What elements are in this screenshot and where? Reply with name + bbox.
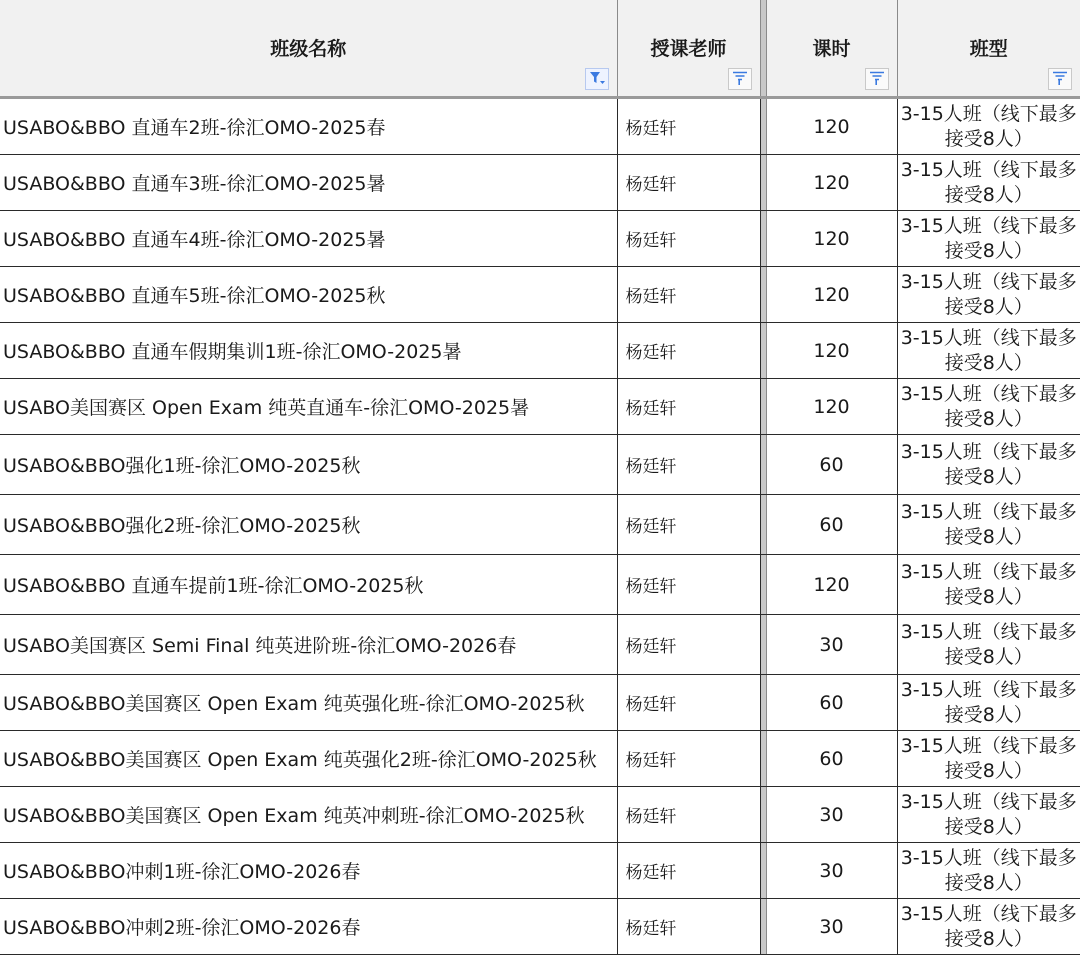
cell-class-name[interactable]: USABO&BBO 直通车3班-徐汇OMO-2025暑 [0, 155, 617, 211]
cell-hours[interactable]: 120 [766, 155, 897, 211]
cell-hours[interactable]: 30 [766, 899, 897, 955]
cell-teacher[interactable]: 杨廷轩 [617, 495, 760, 555]
cell-class-type[interactable]: 3-15人班（线下最多接受8人） [897, 731, 1080, 787]
cell-class-type[interactable]: 3-15人班（线下最多接受8人） [897, 675, 1080, 731]
table-row[interactable] [0, 495, 1080, 555]
cell-hours[interactable]: 30 [766, 787, 897, 843]
cell-hours[interactable]: 120 [766, 211, 897, 267]
header-row [0, 0, 1080, 98]
cell-class-name[interactable]: USABO&BBO 直通车假期集训1班-徐汇OMO-2025暑 [0, 323, 617, 379]
cell-class-type[interactable]: 3-15人班（线下最多接受8人） [897, 211, 1080, 267]
cell-teacher[interactable]: 杨廷轩 [617, 615, 760, 675]
cell-hours[interactable]: 60 [766, 731, 897, 787]
header-label: 授课老师 [618, 0, 760, 61]
cell-teacher[interactable]: 杨廷轩 [617, 379, 760, 435]
cell-teacher[interactable]: 杨廷轩 [617, 675, 760, 731]
cell-teacher[interactable]: 杨廷轩 [617, 435, 760, 495]
column-header-hours[interactable] [766, 0, 897, 98]
table-row[interactable] [0, 323, 1080, 379]
cell-teacher[interactable]: 杨廷轩 [617, 555, 760, 615]
cell-hours[interactable]: 60 [766, 435, 897, 495]
cell-class-type[interactable]: 3-15人班（线下最多接受8人） [897, 155, 1080, 211]
cell-teacher[interactable]: 杨廷轩 [617, 211, 760, 267]
cell-teacher[interactable]: 杨廷轩 [617, 155, 760, 211]
cell-class-name[interactable]: USABO&BBO强化2班-徐汇OMO-2025秋 [0, 495, 617, 555]
cell-class-type[interactable]: 3-15人班（线下最多接受8人） [897, 379, 1080, 435]
cell-teacher[interactable]: 杨廷轩 [617, 323, 760, 379]
table-row[interactable] [0, 843, 1080, 899]
cell-teacher[interactable]: 杨廷轩 [617, 98, 760, 155]
table-row[interactable] [0, 899, 1080, 955]
column-header-teacher[interactable] [617, 0, 760, 98]
cell-teacher[interactable]: 杨廷轩 [617, 267, 760, 323]
cell-teacher[interactable]: 杨廷轩 [617, 731, 760, 787]
cell-class-type[interactable]: 3-15人班（线下最多接受8人） [897, 899, 1080, 955]
table-row[interactable] [0, 211, 1080, 267]
cell-class-name[interactable]: USABO&BBO强化1班-徐汇OMO-2025秋 [0, 435, 617, 495]
table-row[interactable] [0, 731, 1080, 787]
cell-teacher[interactable]: 杨廷轩 [617, 899, 760, 955]
cell-class-name[interactable]: USABO&BBO冲刺2班-徐汇OMO-2026春 [0, 899, 617, 955]
cell-teacher[interactable]: 杨廷轩 [617, 787, 760, 843]
header-label: 班型 [898, 0, 1080, 61]
cell-class-name[interactable]: USABO&BBO 直通车提前1班-徐汇OMO-2025秋 [0, 555, 617, 615]
column-header-class-type[interactable] [897, 0, 1080, 98]
filter-icon[interactable] [728, 68, 752, 90]
cell-class-type[interactable]: 3-15人班（线下最多接受8人） [897, 495, 1080, 555]
filter-icon[interactable] [1048, 68, 1072, 90]
cell-class-type[interactable]: 3-15人班（线下最多接受8人） [897, 787, 1080, 843]
cell-class-name[interactable]: USABO&BBO美国赛区 Open Exam 纯英冲刺班-徐汇OMO-2025秋 [0, 787, 617, 843]
filter-active-icon[interactable] [585, 68, 609, 90]
cell-class-name[interactable]: USABO美国赛区 Open Exam 纯英直通车-徐汇OMO-2025暑 [0, 379, 617, 435]
cell-class-type[interactable]: 3-15人班（线下最多接受8人） [897, 267, 1080, 323]
cell-class-name[interactable]: USABO&BBO 直通车5班-徐汇OMO-2025秋 [0, 267, 617, 323]
cell-class-type[interactable]: 3-15人班（线下最多接受8人） [897, 555, 1080, 615]
cell-hours[interactable]: 120 [766, 267, 897, 323]
cell-class-type[interactable]: 3-15人班（线下最多接受8人） [897, 98, 1080, 155]
cell-hours[interactable]: 120 [766, 555, 897, 615]
header-label: 课时 [767, 0, 897, 61]
cell-hours[interactable]: 60 [766, 675, 897, 731]
filter-icon[interactable] [865, 68, 889, 90]
cell-hours[interactable]: 30 [766, 615, 897, 675]
table-row[interactable] [0, 155, 1080, 211]
cell-hours[interactable]: 60 [766, 495, 897, 555]
cell-class-name[interactable]: USABO&BBO 直通车4班-徐汇OMO-2025暑 [0, 211, 617, 267]
cell-class-type[interactable]: 3-15人班（线下最多接受8人） [897, 615, 1080, 675]
header-label: 班级名称 [0, 0, 617, 61]
cell-class-type[interactable]: 3-15人班（线下最多接受8人） [897, 843, 1080, 899]
cell-hours[interactable]: 120 [766, 323, 897, 379]
table-row[interactable] [0, 379, 1080, 435]
cell-class-name[interactable]: USABO&BBO美国赛区 Open Exam 纯英强化2班-徐汇OMO-2025秋 [0, 731, 617, 787]
cell-class-name[interactable]: USABO&BBO美国赛区 Open Exam 纯英强化班-徐汇OMO-2025秋 [0, 675, 617, 731]
table-row[interactable] [0, 267, 1080, 323]
column-header-class-name[interactable] [0, 0, 617, 98]
table-row[interactable] [0, 675, 1080, 731]
table-row[interactable] [0, 98, 1080, 155]
cell-class-type[interactable]: 3-15人班（线下最多接受8人） [897, 323, 1080, 379]
cell-hours[interactable]: 30 [766, 843, 897, 899]
table-row[interactable] [0, 615, 1080, 675]
cell-class-type[interactable]: 3-15人班（线下最多接受8人） [897, 435, 1080, 495]
table-row[interactable] [0, 435, 1080, 495]
cell-teacher[interactable]: 杨廷轩 [617, 843, 760, 899]
table-row[interactable] [0, 555, 1080, 615]
cell-hours[interactable]: 120 [766, 379, 897, 435]
cell-class-name[interactable]: USABO&BBO 直通车2班-徐汇OMO-2025春 [0, 98, 617, 155]
table-body [0, 98, 1080, 955]
cell-class-name[interactable]: USABO&BBO冲刺1班-徐汇OMO-2026春 [0, 843, 617, 899]
cell-hours[interactable]: 120 [766, 98, 897, 155]
table-row[interactable] [0, 787, 1080, 843]
cell-class-name[interactable]: USABO美国赛区 Semi Final 纯英进阶班-徐汇OMO-2026春 [0, 615, 617, 675]
